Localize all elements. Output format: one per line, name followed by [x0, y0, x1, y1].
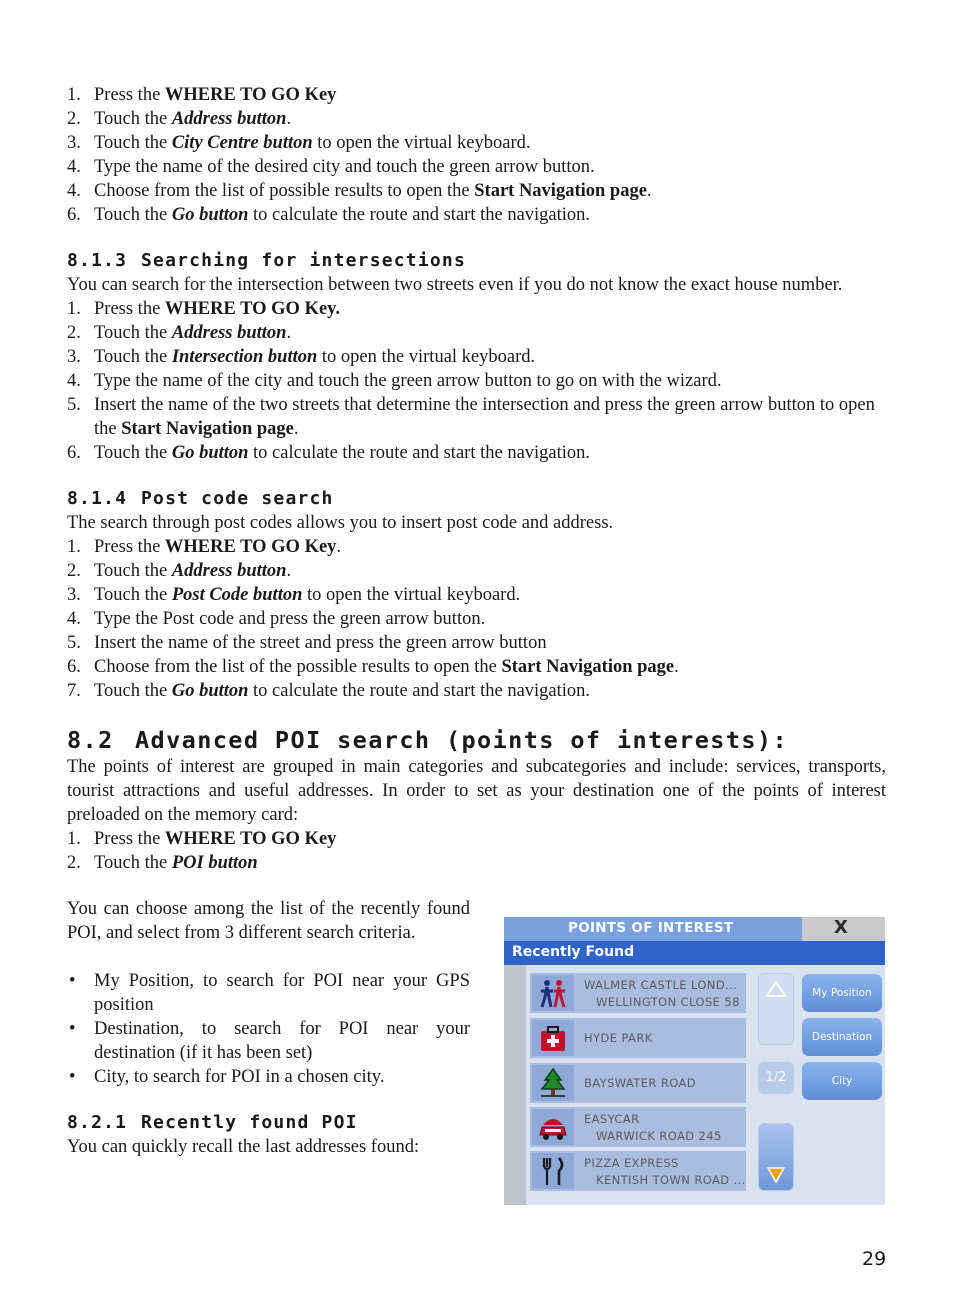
list-step: 6. Touch the Go button to calculate the route and start the navigation.	[67, 205, 591, 225]
close-button[interactable]	[802, 917, 885, 941]
list-step: 1. Press the WHERE TO GO Key.	[67, 537, 342, 557]
steps-list-8-1-4	[67, 535, 886, 703]
pedestrian-icon	[532, 975, 574, 1011]
my-position-button[interactable]: My Position	[802, 974, 882, 1012]
list-step: 3. Touch the Intersection button to open the virtual keyboard.	[67, 347, 536, 367]
recently-found-title: Recently Found	[512, 944, 635, 960]
poi-choose-text: You can choose among the list of the recently found POI, and select from 3 different search criteria.	[67, 899, 470, 943]
steps-list-top	[67, 83, 886, 227]
list-step: 4. Type the name of the city and touch the green arrow button to go on with the wizard.	[67, 371, 722, 391]
list-step: 4. Type the Post code and press the green arrow button.	[67, 609, 486, 629]
poi-row[interactable]: WALMER CASTLE LOND... WELLINGTON CLOSE 58	[530, 973, 746, 1013]
tree-icon	[532, 1065, 574, 1101]
first-aid-icon	[532, 1020, 574, 1056]
section-8-1-4-heading: 8.1.4 Post code search	[67, 488, 334, 509]
list-step: 4. Type the name of the desired city and touch the green arrow button.	[67, 157, 595, 177]
list-step: 5. Insert the name of the two streets that determine the intersection and press the green arrow button to open the Start Navigation page.	[67, 395, 875, 439]
list-step: 4. Choose from the list of possible results to open the Start Navigation page.	[67, 181, 652, 201]
scroll-up-button[interactable]	[758, 973, 794, 1045]
list-step: 2. Touch the Address button.	[67, 109, 292, 129]
left-scroll-strip	[504, 965, 526, 1205]
list-step: 2. Touch the POI button	[67, 853, 258, 873]
bullet-icon: •	[69, 1067, 76, 1087]
list-step: 1. Press the WHERE TO GO Key.	[67, 299, 341, 319]
list-step: 5. Insert the name of the street and press the green arrow button	[67, 633, 547, 653]
list-step: 6. Choose from the list of the possible results to open the Start Navigation page.	[67, 657, 679, 677]
list-step: 6. Touch the Go button to calculate the route and start the navigation.	[67, 443, 591, 463]
list-step: 3. Touch the Post Code button to open the virtual keyboard.	[67, 585, 521, 605]
bullet-item: • My Position, to search for POI near your GPS position	[69, 971, 470, 1015]
bullet-item: • City, to search for POI in a chosen city.	[69, 1067, 385, 1087]
bullet-icon: •	[69, 1019, 76, 1039]
bullet-item: • Destination, to search for POI near your destination (if it has been set)	[69, 1019, 470, 1063]
restaurant-icon	[532, 1153, 574, 1189]
list-step: 3. Touch the City Centre button to open the virtual keyboard.	[67, 133, 531, 153]
list-step: 2. Touch the Address button.	[67, 323, 292, 343]
city-button[interactable]: City	[802, 1062, 882, 1100]
chevron-up-icon	[759, 974, 793, 1004]
section-8-1-3-intro: You can search for the intersection between two streets even if you do not know the exact house number.	[67, 275, 843, 295]
list-step: 1. Press the WHERE TO GO Key	[67, 829, 337, 849]
bullet-icon: •	[69, 971, 76, 991]
poi-criteria-list	[67, 969, 470, 1089]
list-step: 7. Touch the Go button to calculate the route and start the navigation.	[67, 681, 591, 701]
poi-row[interactable]: EASYCAR WARWICK ROAD 245	[530, 1107, 746, 1147]
list-step: 2. Touch the Address button.	[67, 561, 292, 581]
poi-row[interactable]: HYDE PARK	[530, 1018, 746, 1058]
list-step: 1. Press the WHERE TO GO Key	[67, 85, 337, 105]
scroll-down-button[interactable]	[758, 1123, 794, 1191]
poi-title: POINTS OF INTEREST	[568, 920, 734, 936]
close-icon: X	[834, 917, 848, 938]
recently-found-bar	[504, 941, 885, 965]
chevron-down-icon	[759, 1124, 793, 1190]
destination-button[interactable]: Destination	[802, 1018, 882, 1056]
poi-screen-figure	[504, 917, 885, 1205]
section-8-2-1-intro: You can quickly recall the last addresses found:	[67, 1137, 420, 1157]
poi-row[interactable]: BAYSWATER ROAD	[530, 1063, 746, 1103]
steps-list-8-2	[67, 827, 886, 875]
section-8-1-3-heading: 8.1.3 Searching for intersections	[67, 250, 466, 271]
page-indicator: 1/2	[758, 1062, 794, 1094]
section-8-2-intro: The points of interest are grouped in main categories and subcategories and include: services, transports, tourist attractions and useful addresses. In order to set as your destination one of the points of interest preloaded on the memory card:	[67, 757, 886, 825]
section-8-1-4-intro: The search through post codes allows you to insert post code and address.	[67, 513, 614, 533]
poi-row[interactable]: PIZZA EXPRESS KENTISH TOWN ROAD ...	[530, 1151, 746, 1191]
page-number: 29	[862, 1248, 887, 1270]
section-8-2-1-heading: 8.2.1 Recently found POI	[67, 1112, 358, 1133]
steps-list-8-1-3	[67, 297, 886, 465]
section-8-2-heading: 8.2 Advanced POI search (points of interests):	[67, 726, 789, 754]
car-rental-icon	[532, 1109, 574, 1145]
